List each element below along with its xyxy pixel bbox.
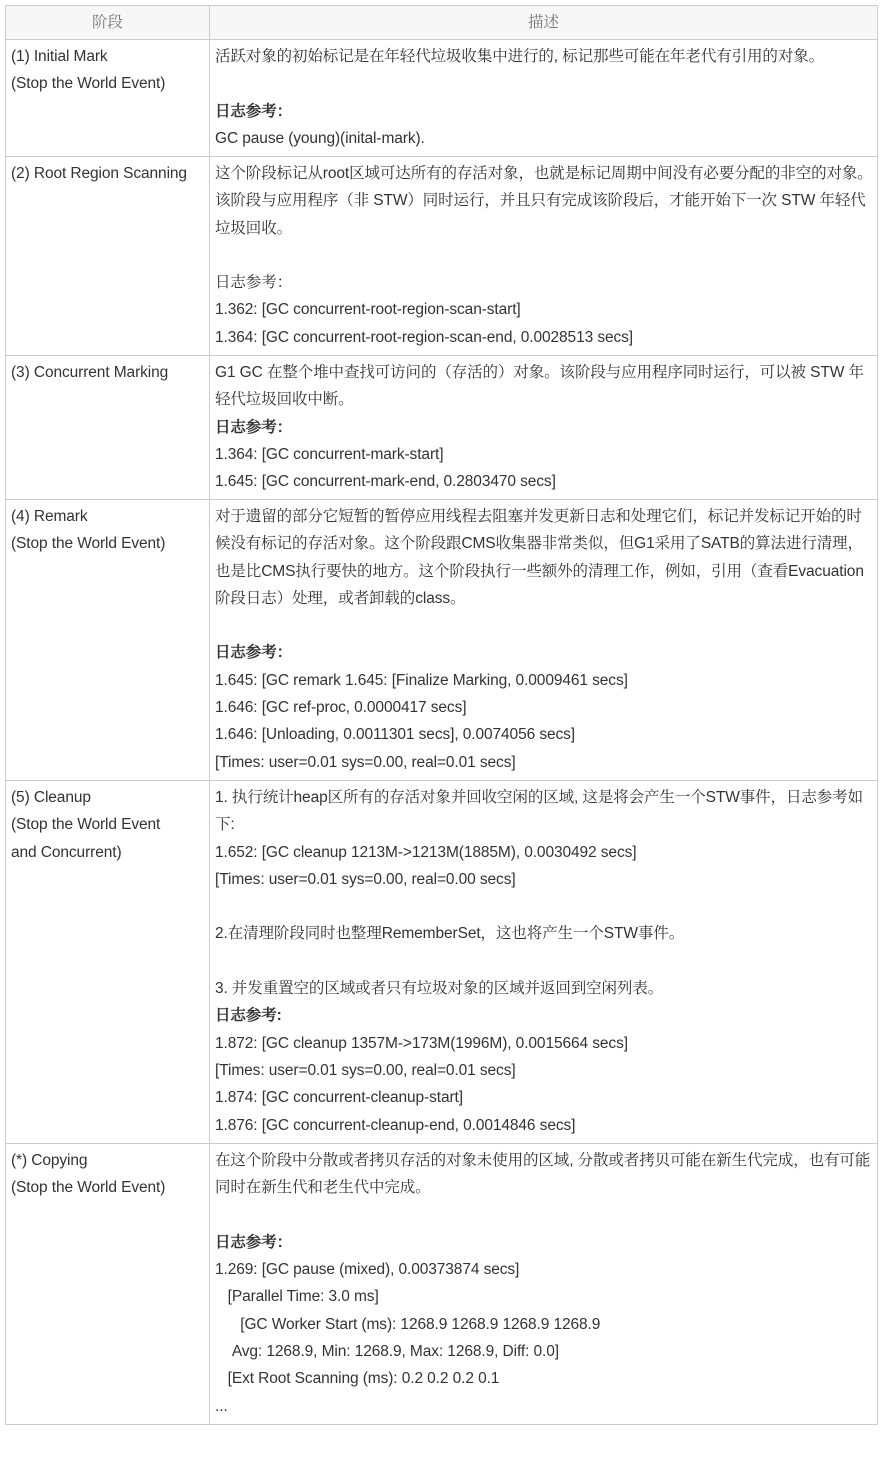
description-line: 在这个阶段中分散或者拷贝存活的对象未使用的区域, 分散或者拷贝可能在新生代完成，也有可能同时在新生代和老生代中完成。 (215, 1152, 871, 1197)
column-header-phase: 阶段 (6, 6, 210, 40)
phase-cell (6, 40, 210, 157)
phase-name-line: (Stop the World Event) (11, 535, 166, 553)
description-line: 1.269: [GC pause (mixed), 0.00373874 secs] (215, 1261, 520, 1279)
table-row (6, 157, 878, 356)
description-line: GC pause (young)(inital-mark). (215, 129, 425, 147)
description-line: 1.652: [GC cleanup 1213M->1213M(1885M), 0.0030492 secs] (215, 843, 637, 861)
description-line: ... (215, 1397, 228, 1415)
log-reference-label: 日志参考： (215, 1233, 293, 1251)
phase-name-line: (Stop the World Event (11, 816, 161, 834)
phase-name-line: and Concurrent) (11, 843, 122, 861)
log-reference-label: 日志参考： (215, 644, 293, 662)
description-line: 1.364: [GC concurrent-root-region-scan-end, 0.0028513 secs] (215, 328, 634, 346)
phase-cell (6, 500, 210, 781)
description-line: 1.362: [GC concurrent-root-region-scan-start] (215, 301, 521, 319)
phase-cell (6, 1144, 210, 1425)
description-line: [GC Worker Start (ms): 1268.9 1268.9 1268.9 1268.9 (215, 1315, 601, 1333)
table-body (6, 40, 878, 1425)
log-reference-label: 日志参考： (215, 102, 293, 120)
description-line: [Times: user=0.01 sys=0.00, real=0.01 secs] (215, 1061, 516, 1079)
description-cell (210, 781, 878, 1144)
table-row (6, 40, 878, 157)
description-line: 1.872: [GC cleanup 1357M->173M(1996M), 0.0015664 secs] (215, 1034, 628, 1052)
phase-name-line: (5) Cleanup (11, 789, 91, 806)
log-reference-label: 日志参考: (215, 1007, 282, 1025)
description-line: 1. 执行统计heap区所有的存活对象并回收空闲的区域, 这是将会产生一个STW事件，日志参考如下: (215, 789, 863, 834)
description-line: 3. 并发重置空的区域或者只有垃圾对象的区域并返回到空闲列表。 (215, 980, 664, 998)
description-line: 对于遗留的部分它短暂的暂停应用线程去阻塞并发更新日志和处理它们，标记并发标记开始的时候没有标记的存活对象。这个阶段跟CMS收集器非常类似，但G1采用了SATB的算法进行清理，也是比CMS执行要快的地方。这个阶段执行一些额外的清理工作，例如，引用（查看Evacuation阶段日志）处理，或者卸载的class。 (215, 508, 864, 607)
description-cell (210, 157, 878, 356)
phase-name-line: (*) Copying (11, 1152, 88, 1169)
phase-name-line: (2) Root Region Scanning (11, 165, 187, 182)
description-line: 1.645: [GC remark 1.645: [Finalize Marking, 0.0009461 secs] (215, 671, 628, 689)
phase-name-line: (Stop the World Event) (11, 1179, 166, 1197)
blank-line (215, 1202, 873, 1229)
table-header-row (6, 6, 878, 40)
log-reference-label: 日志参考： (215, 418, 293, 436)
description-line: [Ext Root Scanning (ms): 0.2 0.2 0.2 0.1 (215, 1370, 500, 1388)
description-line: 活跃对象的初始标记是在年轻代垃圾收集中进行的, 标记那些可能在年老代有引用的对象。 (215, 48, 825, 65)
description-line: G1 GC 在整个堆中查找可访问的（存活的）对象。该阶段与应用程序同时运行，可以被 STW 年轻代垃圾回收中断。 (215, 364, 864, 409)
description-cell (210, 356, 878, 500)
description-line: [Times: user=0.01 sys=0.00, real=0.01 secs] (215, 753, 516, 771)
description-line: 这个阶段标记从root区域可达所有的存活对象，也就是标记周期中间没有必要分配的非空的对象。该阶段与应用程序（非 STW）同时运行，并且只有完成该阶段后，才能开始下一次 STW 年轻代垃圾回收。 (215, 165, 873, 237)
phase-name-line: (Stop the World Event) (11, 75, 166, 93)
phase-cell (6, 781, 210, 1144)
description-cell (210, 40, 878, 157)
phase-cell (6, 356, 210, 500)
phase-name-line: (1) Initial Mark (11, 48, 108, 65)
phase-cell (6, 157, 210, 356)
description-line: 1.364: [GC concurrent-mark-start] (215, 445, 444, 463)
table-row (6, 1144, 878, 1425)
description-cell (210, 500, 878, 781)
description-line: 1.876: [GC concurrent-cleanup-end, 0.0014846 secs] (215, 1116, 576, 1134)
phase-name-line: (3) Concurrent Marking (11, 364, 169, 381)
blank-line (215, 893, 873, 920)
description-line: Avg: 1268.9, Min: 1268.9, Max: 1268.9, Diff: 0.0] (215, 1343, 559, 1361)
gc-phases-table (5, 5, 878, 1425)
description-line: 1.646: [Unloading, 0.0011301 secs], 0.0074056 secs] (215, 726, 575, 744)
blank-line (215, 70, 873, 97)
table-row (6, 500, 878, 781)
description-line: 1.874: [GC concurrent-cleanup-start] (215, 1089, 463, 1107)
description-line: 日志参考： (215, 274, 293, 292)
column-header-description: 描述 (210, 6, 878, 40)
description-cell (210, 1144, 878, 1425)
description-line: 1.646: [GC ref-proc, 0.0000417 secs] (215, 699, 467, 717)
blank-line (215, 242, 873, 269)
description-line: [Parallel Time: 3.0 ms] (215, 1288, 379, 1306)
description-line: [Times: user=0.01 sys=0.00, real=0.00 secs] (215, 870, 516, 888)
table-row (6, 781, 878, 1144)
table-row (6, 356, 878, 500)
blank-line (215, 612, 873, 639)
description-line: 1.645: [GC concurrent-mark-end, 0.2803470 secs] (215, 473, 556, 491)
description-line: 2.在清理阶段同时也整理RememberSet，这也将产生一个STW事件。 (215, 925, 685, 943)
phase-name-line: (4) Remark (11, 508, 88, 525)
blank-line (215, 948, 873, 975)
